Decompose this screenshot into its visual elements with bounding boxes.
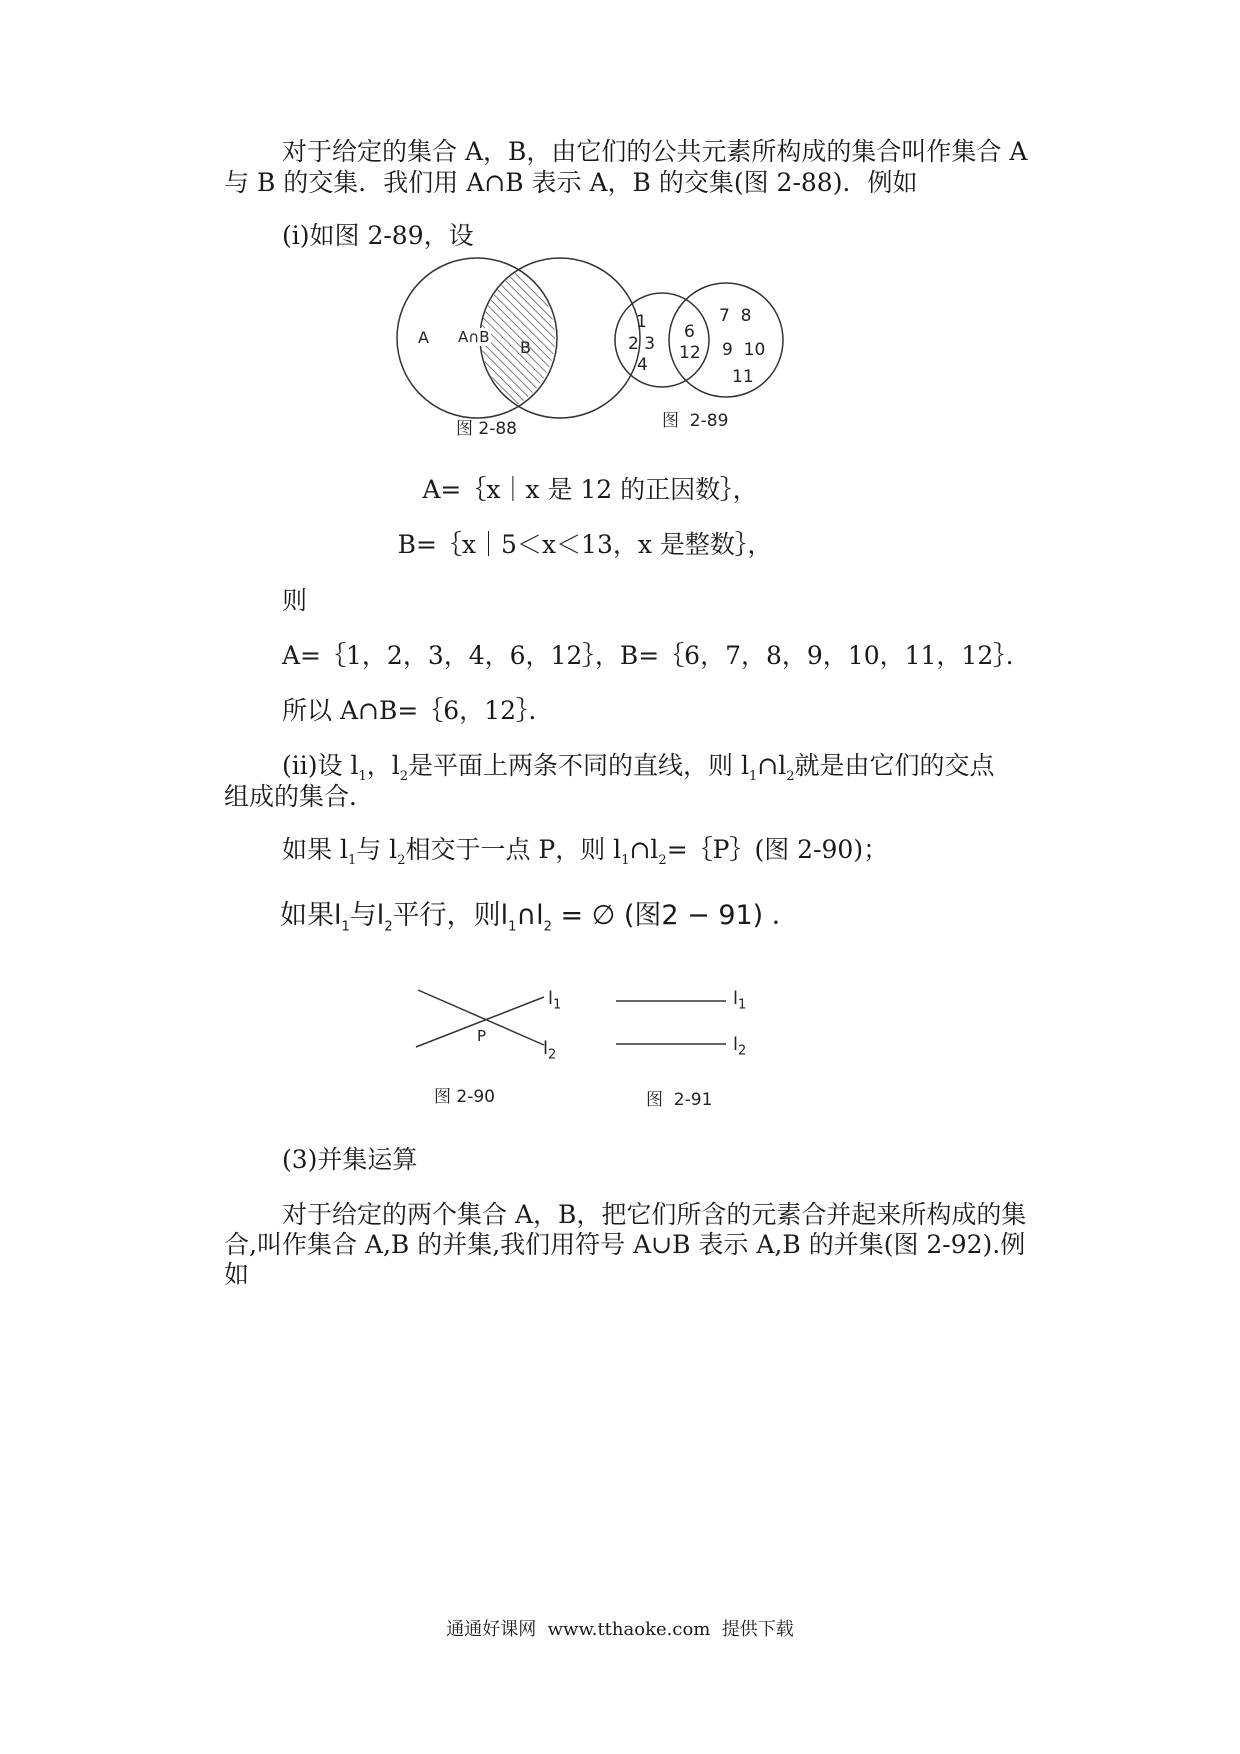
label-a-intersect-b: A∩B [458,328,490,346]
intersect-case: 如果 $l_1$与 $l_2$相交于一点 P，则 $l_1\cap l_2=\{P\}$(图 2-90)； [282,835,889,868]
paragraph-union-line3: 如 [224,1260,250,1289]
caption-2-91: 图 2-91 [646,1090,713,1110]
example-ii-line2: 组成的集合． [224,782,375,811]
example-i: (i)如图 2-89，设 [282,221,474,250]
paragraph-union-line1: 对于给定的两个集合 A，B，把它们所含的元素合并起来所构成的集 [282,1200,1027,1229]
parallel-case: 如果$l_1$与$l_2$平行，则$l_1\cap l_2$ = ∅ (图2 − 91) ． [280,900,799,935]
paragraph-intersection-line1: 对于给定的集合 A，B，由它们的公共元素所构成的集合叫作集合 A [282,137,1028,166]
set-middle-number-2: 12 [679,343,701,363]
set-a-definition: A=｛x｜x 是 12 的正因数｝， [422,475,758,504]
paragraph-intersection-line2: 与 B 的交集．我们用 A∩B 表示 A，B 的交集(图 2-88)．例如 [224,168,918,197]
figure-2-88-outlines [392,278,572,418]
caption-2-88: 图 2-88 [456,419,517,439]
figure-2-91 [616,995,736,1055]
label-b: B [520,338,531,357]
label-a: A [418,328,429,347]
result-intersection: 所以 A∩B=｛6，12｝． [282,696,554,725]
paragraph-union-line2: 合,叫作集合 A,B 的并集,我们用符号 A∪B 表示 A,B 的并集(图 2-92).例 [224,1230,1026,1259]
set-right-number-2: 9 10 [722,340,766,360]
then-text: 则 [282,586,308,615]
point-p-label: P [477,1027,487,1045]
fig90-label-l2: $l_2$ [543,1038,557,1063]
fig91-label-l1: $l_1$ [733,988,747,1013]
figure-2-90 [414,985,564,1055]
set-right-number-3: 11 [732,367,754,387]
set-left-number-3: 4 [637,355,648,375]
set-left-number-2: 2 3 [628,334,656,354]
section-union-title: (3)并集运算 [282,1145,418,1174]
set-left-number-1: 1 [636,312,647,332]
set-middle-number-1: 6 [684,322,695,342]
fig90-label-l1: $l_1$ [548,988,562,1013]
caption-2-90: 图 2-90 [434,1087,495,1107]
set-b-definition: B=｛x｜5＜x＜13，x 是整数｝， [397,530,773,559]
set-right-number-1: 7 8 [719,306,752,326]
fig91-label-l2: $l_2$ [733,1034,747,1059]
caption-2-89: 图 2-89 [662,411,729,431]
example-ii-line1: (ii)设 $l_1$，$l_2$是平面上两条不同的直线，则 $l_1\cap l_2$就是由它们的交点 [282,751,995,784]
footer-text: 通通好课网 www.tthaoke.com 提供下载 [446,1619,794,1640]
sets-listed: A=｛1，2，3，4，6，12｝，B=｛6，7，8，9，10，11，12｝． [282,641,1031,670]
